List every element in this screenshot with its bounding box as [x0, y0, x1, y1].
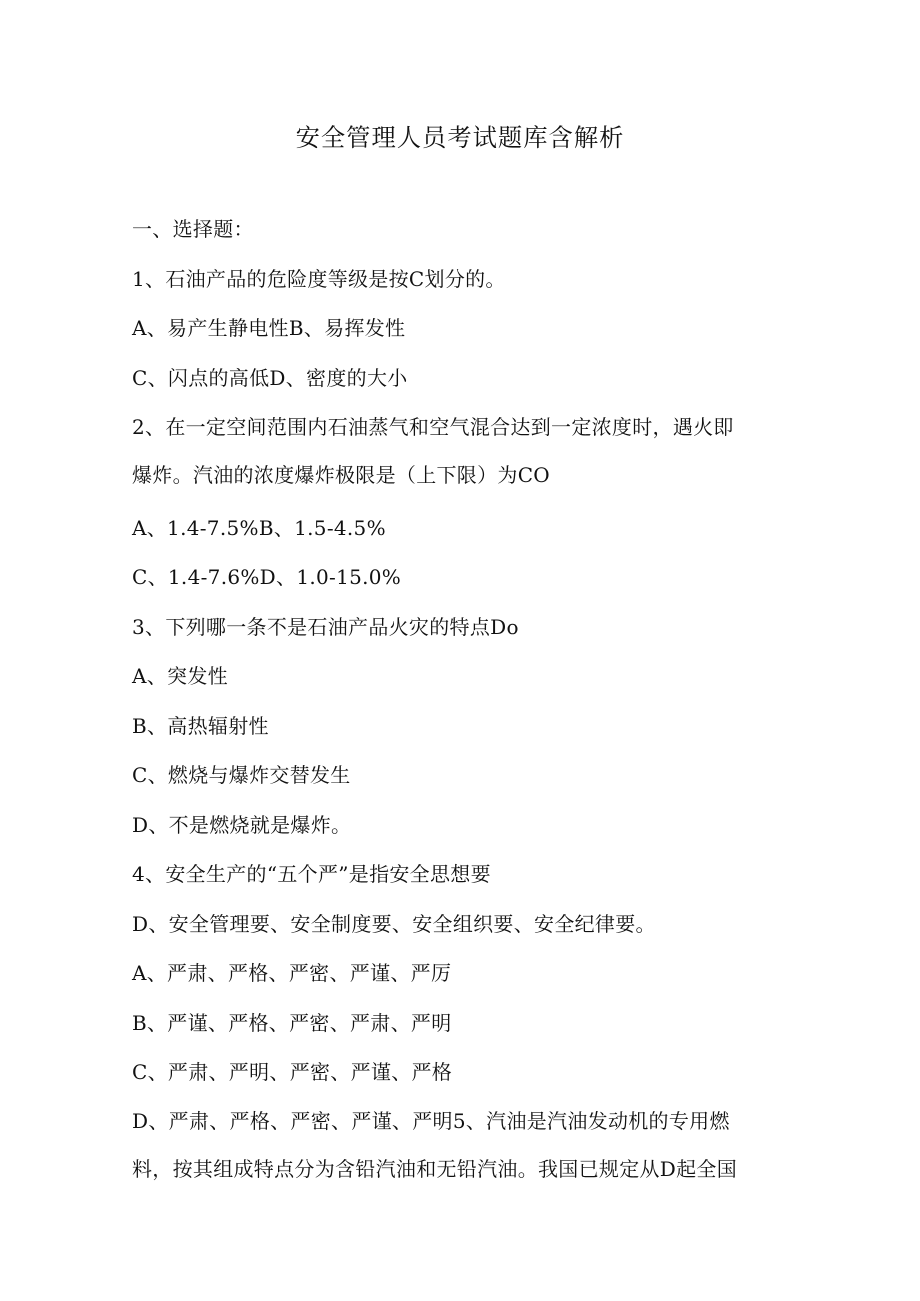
question-4-continued: D、安全管理要、安全制度要、安全组织要、安全纪律要。	[132, 912, 656, 936]
question-4-option-d-question-5: D、严肃、严格、严密、严谨、严明5、汽油是汽油发动机的专用燃	[132, 1109, 730, 1133]
question-3-option-d: D、不是燃烧就是爆炸。	[132, 813, 352, 837]
question-4-option-c: C、严肃、严明、严密、严谨、严格	[132, 1060, 453, 1084]
question-5-continued: 料，按其组成特点分为含铅汽油和无铅汽油。我国已规定从D起全国	[132, 1157, 738, 1181]
question-3-option-a: A、突发性	[132, 664, 228, 688]
question-4-option-b: B、严谨、严格、严密、严肃、严明	[132, 1011, 452, 1035]
question-4: 4、安全生产的“五个严”是指安全思想要	[132, 862, 491, 886]
question-3-option-c: C、燃烧与爆炸交替发生	[132, 763, 351, 787]
question-2-options-cd: C、1.4-7.6%D、1.0-15.0%	[132, 565, 402, 589]
question-4-option-a: A、严肃、严格、严密、严谨、严厉	[132, 961, 452, 985]
question-3-option-b: B、高热辐射性	[132, 714, 269, 738]
question-3: 3、下列哪一条不是石油产品火灾的特点Do	[132, 615, 519, 639]
question-1-options-cd: C、闪点的高低D、密度的大小	[132, 366, 408, 390]
document-title: 安全管理人员考试题库含解析	[295, 123, 625, 152]
question-2-options-ab: A、1.4-7.5%B、1.5-4.5%	[132, 516, 386, 540]
section-heading: 一、选择题：	[132, 217, 254, 241]
question-1: 1、石油产品的危险度等级是按C划分的。	[132, 267, 506, 291]
question-1-options-ab: A、易产生静电性B、易挥发性	[132, 316, 406, 340]
question-2-line-1: 2、在一定空间范围内石油蒸气和空气混合达到一定浓度时，遇火即	[132, 415, 734, 439]
question-2-line-2: 爆炸。汽油的浓度爆炸极限是（上下限）为CO	[132, 463, 550, 487]
